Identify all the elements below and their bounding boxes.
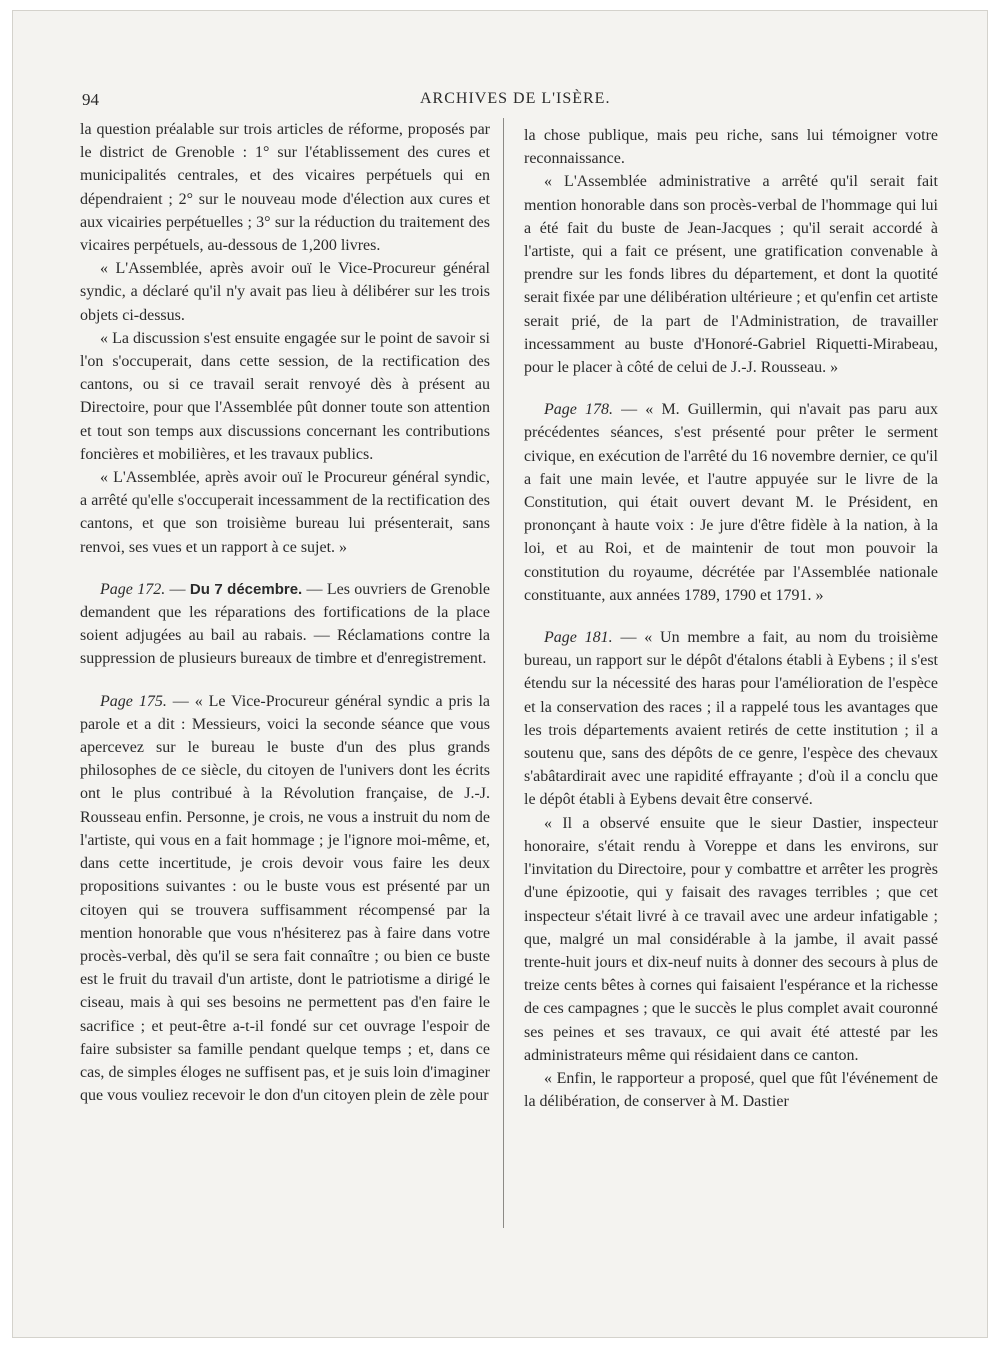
- page-reference: Page 175.: [100, 692, 167, 710]
- running-title: ARCHIVES DE L'ISÈRE.: [420, 90, 611, 107]
- left-column: [80, 118, 490, 1107]
- right-column: [524, 124, 938, 1113]
- paragraph: [80, 690, 490, 1108]
- paragraph: [524, 626, 938, 812]
- paragraph-text: — « M. Guillermin, qui n'avait pas paru aux précédentes séances, s'est présenté pour prêter le serment civique, en exécution de l'arrêté du 16 novembre dernier, ce qu'il a fait une main levée, et l'autre appuyée sur le livre de la Constitution, qui était ouvert devant M. le Président, en prononçant à haute voix : Je jure d'être fidèle à la nation, à la loi, et au Roi, et de maintenir de tout mon pouvoir la constitution du royaume, décrétée par l'Assemblée nationale constituante, aux années 1789, 1790 et 1791. »: [524, 401, 938, 604]
- paragraph-text: — « Un membre a fait, au nom du troisième bureau, un rapport sur le dépôt d'étalons établi à Eybens ; il s'est étendu sur la nécessité des haras pour l'amélioration de l'espèce et la conservation des races ; il a rappelé tous les avantages que les trois départements avaient retirés de cette institution ; il a soutenu que, sans des dépôts de ce genre, l'espèce des chevaux s'abâtardirait avec une rapidité effrayante ; d'où il a conclu que le dépôt établi à Eybens devait être conservé.: [524, 629, 939, 809]
- paragraph: [80, 578, 490, 671]
- column-divider: [503, 118, 504, 1228]
- paragraph-text: — « Le Vice-Procureur général syndic a pris la parole et a dit : Messieurs, voici la seconde séance que vous apercevez sur le bureau le buste d'un des plus grands philosophes de ce siècle, du citoyen de l'univers dont les écrits ont le plus contribué à la Révolution française, de J.-J. Rousseau enfin. Personne, je crois, ne vous a instruit du nom de l'artiste, qui vous en a fait hommage ; je l'ignore moi-même, et, dans cette incertitude, je crois devoir vous faire les deux propositions suivantes : ou le buste vous est présenté par un citoyen qui se trouvera suffisamment récompensé par la mention honorable que vous n'hésiterez pas à faire dans votre procès-verbal, dès qu'il se sera fait connaître ; ou bien ce buste est le fruit du travail d'un artiste, dont le patriotisme a dirigé le ciseau, mais à qui ses besoins ne permettent pas d'en faire le sacrifice ; et peut-être a-t-il fondé sur cet ouvrage l'espoir de faire subsister sa famille pendant quelque temps ; et, dans ce cas, de simples éloges ne suffisent pas, et je suis loin d'imaginer que vous vouliez recevoir le don d'un citoyen plein de zèle pour: [80, 692, 490, 1105]
- dash: —: [165, 580, 190, 598]
- paragraph: « La discussion s'est ensuite engagée sur le point de savoir si l'on s'occuperait, dans cette session, de la rectification des cantons, ou si ce travail serait renvoyé dès à présent au Directoire, pour que l'Assemblée pût donner toute son attention et tout son temps aux discussions concernant les contributions foncières et mobilières, et les travaux publics.: [80, 329, 490, 463]
- date-heading: Du 7 décembre.: [189, 580, 303, 598]
- paragraph-text: — Les ouvriers de Grenoble demandent que les réparations des fortifications de la place soient adjugées au bail au rabais. — Réclamations contre la suppression de plusieurs bureaux de timbre et d'enregistrement.: [80, 580, 491, 668]
- paragraph: la chose publique, mais peu riche, sans lui témoigner votre reconnaissance.: [524, 127, 938, 168]
- paragraph: « L'Assemblée, après avoir ouï le Procureur général syndic, a arrêté qu'elle s'occuperait incessamment de la rectification des cantons, et que son troisième bureau lui présenterait, sans renvoi, ses vues et un rapport à ce sujet. »: [80, 469, 490, 556]
- paragraph: « Il a observé ensuite que le sieur Dastier, inspecteur honoraire, s'était rendu à Voreppe et dans les environs, sur l'invitation du Directoire, pour y combattre et arrêter les progrès d'une épizootie, qui y faisait des ravages terribles ; que cet inspecteur s'était livré à ce travail avec une ardeur infatigable ; que, malgré un mal considérable à la jambe, il avait passé trente-huit jours et dix-neuf nuits à donner des secours à plus de treize cents bêtes à cornes qui faisaient l'espérance et la richesse de ces campagnes ; que le succès le plus complet avait couronné ses peines et ses travaux, ce qui avait été attesté par les administrateurs même qui résidaient dans ce canton.: [524, 814, 938, 1064]
- paragraph: « L'Assemblée administrative a arrêté qu'il serait fait mention honorable dans son procès-verbal de l'hommage qui lui a été fait du buste de Jean-Jacques ; qu'il serait accordé à l'artiste, qui a fait ce présent, une gratification convenable à prendre sur les fonds libres du département, et dont la quotité serait fixée par une délibération ultérieure ; et qu'enfin cet artiste serait prié, de la part de l'Administration, de travailler incessamment au buste d'Honoré-Gabriel Riquetti-Mirabeau, pour le placer à côté de celui de J.-J. Rousseau. »: [524, 173, 938, 377]
- page-reference: Page 181.: [544, 629, 613, 647]
- paragraph: la question préalable sur trois articles de réforme, proposés par le district de Grenoble : 1° sur l'établissement des cures et municipalités centrales, et des vicaires perpétuels qui en dépendraient ; 2° sur le nouveau mode d'élection aux cures et aux vicairies perpétuelles ; 3° sur la réduction du traitement des vicaires perpétuels, au-dessous de 1,200 livres.: [80, 121, 490, 255]
- paragraph: « L'Assemblée, après avoir ouï le Vice-Procureur général syndic, a déclaré qu'il n'y avait pas lieu à délibérer sur les trois objets ci-dessus.: [80, 260, 490, 324]
- page-reference: Page 172.: [100, 580, 166, 598]
- page-reference: Page 178.: [544, 401, 614, 419]
- paragraph: [524, 398, 938, 607]
- page-number: 94: [82, 90, 99, 109]
- paragraph: « Enfin, le rapporteur a proposé, quel que fût l'événement de la délibération, de conserver à M. Dastier: [524, 1069, 938, 1111]
